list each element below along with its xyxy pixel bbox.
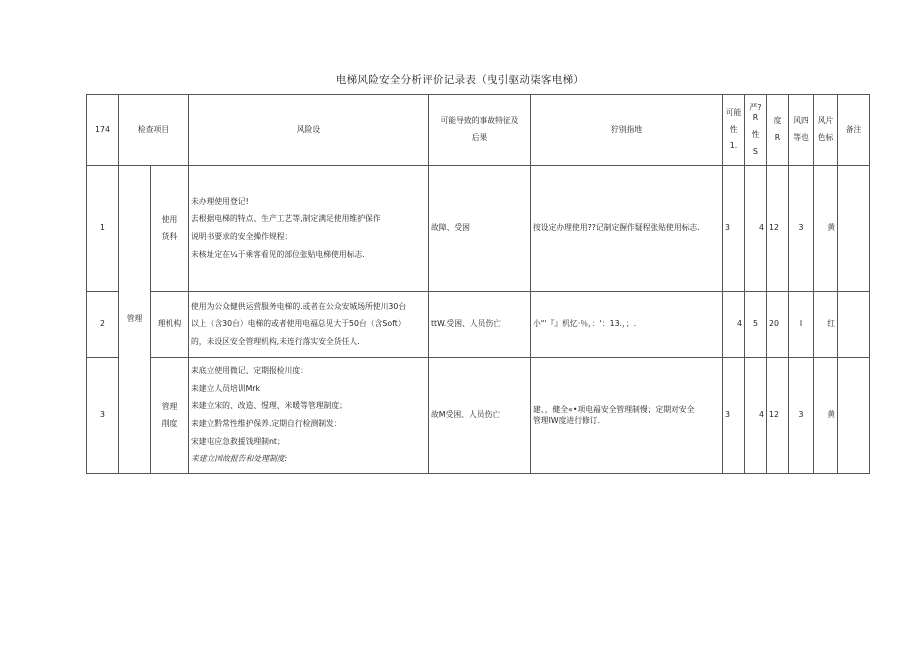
consequence-cell: 故M受困、人员伤亡 <box>429 358 531 474</box>
risk-color-cell: 黄 <box>814 358 838 474</box>
risk-level-cell: 3 <box>789 358 814 474</box>
measure-cell: 小"'『』机忆·％，：'：13.，；. <box>531 292 723 358</box>
consequence-cell: ttW.受困、人员伤亡 <box>429 292 531 358</box>
risk-table <box>86 94 870 474</box>
severity-cell: 5 <box>745 292 767 358</box>
header-risk-value: 度 R <box>767 95 789 166</box>
header-note: 备注 <box>838 95 870 166</box>
consequence-cell: 故障、受困 <box>429 166 531 292</box>
likelihood-cell: 4 <box>723 292 745 358</box>
header-severity: 严?R 性 S <box>745 95 767 166</box>
header-item: 检查项目 <box>119 95 189 166</box>
likelihood-cell: 3 <box>723 358 745 474</box>
header-risk: 风险设 <box>189 95 429 166</box>
note-cell <box>838 358 870 474</box>
risk-value-cell: 12 <box>767 166 789 292</box>
risk-level-cell: I <box>789 292 814 358</box>
sub-item-cell: 使用 货科 <box>151 166 189 292</box>
header-consequence: 可能导致的事故特征及 后果 <box>429 95 531 166</box>
note-cell <box>838 292 870 358</box>
header-row <box>87 95 870 166</box>
table-row: 2 理机构 使用为公众健供运营服务电梯的.或者在公众安城场所使川30台 以上（含30台）电梯的或者使用电福总见大于50台（含Soft） 的，未设区安全管理机构,未连行落实安全货任人. ttW.受困、人员伤亡 小"'『』机忆·％，：'：13.，；. 4 5 20 I 红 <box>87 292 870 358</box>
risk-color-cell: 红 <box>814 292 838 358</box>
severity-cell: 4 <box>745 358 767 474</box>
risk-color-cell: 黄 <box>814 166 838 292</box>
risk-cell: 使用为公众健供运营服务电梯的.或者在公众安城场所使川30台 以上（含30台）电梯的或者使用电福总见大于50台（含Soft） 的，未设区安全管理机构,未连行落实安全货任人. <box>189 292 429 358</box>
risk-cell: 未办理使用登记! 去根据电梯的特点、生产工艺等,制定满足使用维护保作 说明书要求的安全操作规程： 未核址定在¼于乘客看见的部位张贴电梯使用标志. <box>189 166 429 292</box>
category-cell: 管理 <box>119 166 151 474</box>
header-risk-color: 风片 色标 <box>814 95 838 166</box>
table-row: 1 管理 使用 货科 未办理使用登记! 去根据电梯的特点、生产工艺等,制定满足使用维护保作 说明书要求的安全操作规程： 未核址定在¼于乘客看见的部位张贴电梯使用标志. 故障、受困 按设定办理使用??记制定握作疑程张贴使用标志. 3 4 12 3 黄 <box>87 166 870 292</box>
measure-cell: 建、，健全«•项电福安全管理制慢；定期对安全 管理IW度进行修订. <box>531 358 723 474</box>
header-likelihood: 可能 性 1. <box>723 95 745 166</box>
header-measure: 狞别指地 <box>531 95 723 166</box>
risk-level-cell: 3 <box>789 166 814 292</box>
sub-item-cell: 理机构 <box>151 292 189 358</box>
likelihood-cell: 3 <box>723 166 745 292</box>
header-risk-level: 风四 等也 <box>789 95 814 166</box>
severity-cell: 4 <box>745 166 767 292</box>
note-cell <box>838 166 870 292</box>
risk-value-cell: 12 <box>767 358 789 474</box>
risk-value-cell: 20 <box>767 292 789 358</box>
page-title: 电梯风险安全分析评价记录表（曳引驱动柒客电梯） <box>335 74 585 86</box>
sub-item-cell: 管理 削度 <box>151 358 189 474</box>
measure-cell: 按设定办理使用??记制定握作疑程张贴使用标志. <box>531 166 723 292</box>
table-row: 3 管理 削度 耒底立使用微记、定期报检川度： 耒建立人员培训Mrk 耒建立宋的、改造、惺理、米暖等管理制度； 耒建立黔常性维护保养.定期自行检测制发： 宋建屯应急救援饯理制nt； 耒建立国故报告和处理制度: 故M受困、人员伤亡 建、，健全«•项电福安全管理制慢；定期对安全 管理IW度进行修订. 3 4 12 3 黄 <box>87 358 870 474</box>
header-no: 174 <box>87 95 119 166</box>
risk-cell: 耒底立使用微记、定期报检川度： 耒建立人员培训Mrk 耒建立宋的、改造、惺理、米暖等管理制度； 耒建立黔常性维护保养.定期自行检测制发： 宋建屯应急救援饯理制nt； 耒建立国故报告和处理制度: <box>189 358 429 474</box>
